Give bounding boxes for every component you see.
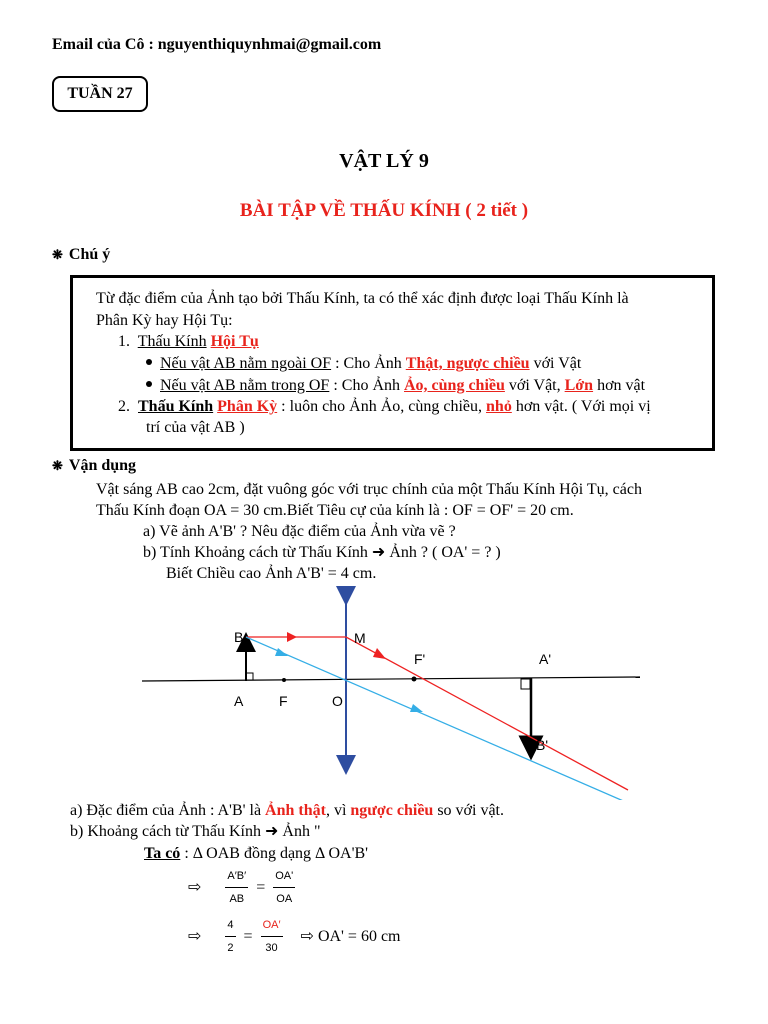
arrow-right-icon: ➜ [371,544,386,561]
bullet-icon [146,381,152,387]
red-ray-arrow-2 [373,648,386,659]
label-Aprime: A' [539,651,552,667]
exercise-line-2: Thấu Kính đoạn OA = 30 cm.Biết Tiêu cự của kính là : OF = OF' = 20 cm. [96,502,574,519]
note-item-2-line2: trí của vật AB ) [146,419,245,436]
equals-sign: = [243,927,253,945]
blue-ray-arrow-1 [275,648,288,656]
arrow-right-icon: ➜ [265,823,279,840]
implies-arrow-icon: ⇨ [300,927,314,945]
note-bullet-1: Nếu vật AB nằm ngoài OF : Cho Ảnh Thật, ngược chiều với Vật [146,353,581,375]
focal-point-F [282,678,286,682]
right-angle-mark-Ap [521,679,530,689]
label-A: A [234,693,244,709]
asterisk-bullet-icon: ❋ [52,247,63,262]
red-ray-arrow-1 [287,632,297,642]
exercise-heading: ❋ Vận dụng [52,457,137,474]
week-badge: TUẦN 27 [52,76,148,112]
equals-sign: = [256,878,266,896]
fraction-left: $\frac{A'B'}{AB}$ [225,865,248,910]
answer-taco: Ta có : Δ OAB đồng dạng Δ OA'B' [144,845,368,862]
question-a: a) Vẽ ảnh A'B' ? Nêu đặc điểm của Ảnh vừa vẽ ? [143,523,456,540]
note-item-2: 2. Thấu Kính Phân Kỳ : luôn cho Ảnh Ảo, cùng chiều, nhỏ hơn vật. ( Với mọi vị [118,398,651,415]
focal-point-Fprime [412,677,417,682]
note-heading: ❋ Chú ý [52,246,111,263]
exercise-line-1: Vật sáng AB cao 2cm, đặt vuông góc với trục chính của một Thấu Kính Hội Tụ, cách [96,481,642,498]
red-ray [246,637,628,790]
question-b: b) Tính Khoảng cách từ Thấu Kính ➜ Ảnh ? ( OA' = ? ) [143,544,501,561]
fraction-left-2: $\frac{4}{2}$ [225,914,235,959]
implies-arrow-icon: ⇨ [188,927,202,945]
implies-arrow-icon: ⇨ [188,878,202,896]
label-M: M [354,630,366,646]
label-B: B [234,629,244,645]
result: OA' = 60 cm [317,927,401,945]
answer-b: b) Khoảng cách từ Thấu Kính ➜ Ảnh " [70,823,321,840]
formula-ratio [188,865,295,910]
label-Bprime: B' [536,737,549,753]
note-bullet-2: Nếu vật AB nằm trong OF : Cho Ảnh Ảo, cùng chiều với Vật, Lớn hơn vật [146,375,645,397]
formula-solve [188,914,401,959]
fraction-right: $\frac{OA'}{OA}$ [273,865,295,910]
question-b-line2: Biết Chiều cao Ảnh A'B' = 4 cm. [166,565,377,582]
label-Fprime: F' [414,651,426,667]
answer-a: a) Đặc điểm của Ảnh : A'B' là Ảnh thật, vì ngược chiều so với vật. [70,802,504,819]
lesson-title: BÀI TẬP VỀ THẤU KÍNH ( 2 tiết ) [239,200,529,221]
principal-axis [142,677,640,681]
right-angle-mark-A [246,673,253,680]
blue-ray-arrow-2 [410,704,423,712]
lens-ray-diagram [0,585,768,800]
blue-ray [246,637,628,800]
asterisk-bullet-icon: ❋ [52,458,63,473]
note-item-1: 1. Thấu Kính Hội Tụ [118,333,259,350]
bullet-icon [146,359,152,365]
note-intro-2: Phân Kỳ hay Hội Tụ: [96,312,233,329]
subject-title: VẬT LÝ 9 [339,150,429,172]
note-intro-1: Từ đặc điểm của Ảnh tạo bởi Thấu Kính, ta có thể xác định được loại Thấu Kính là [96,290,629,307]
label-F: F [279,693,288,709]
email-line: Email của Cô : nguyenthiquynhmai@gmail.com [52,36,382,53]
fraction-right-2: $\frac{OA'}{30}$ [261,914,283,959]
label-O: O [332,693,343,709]
